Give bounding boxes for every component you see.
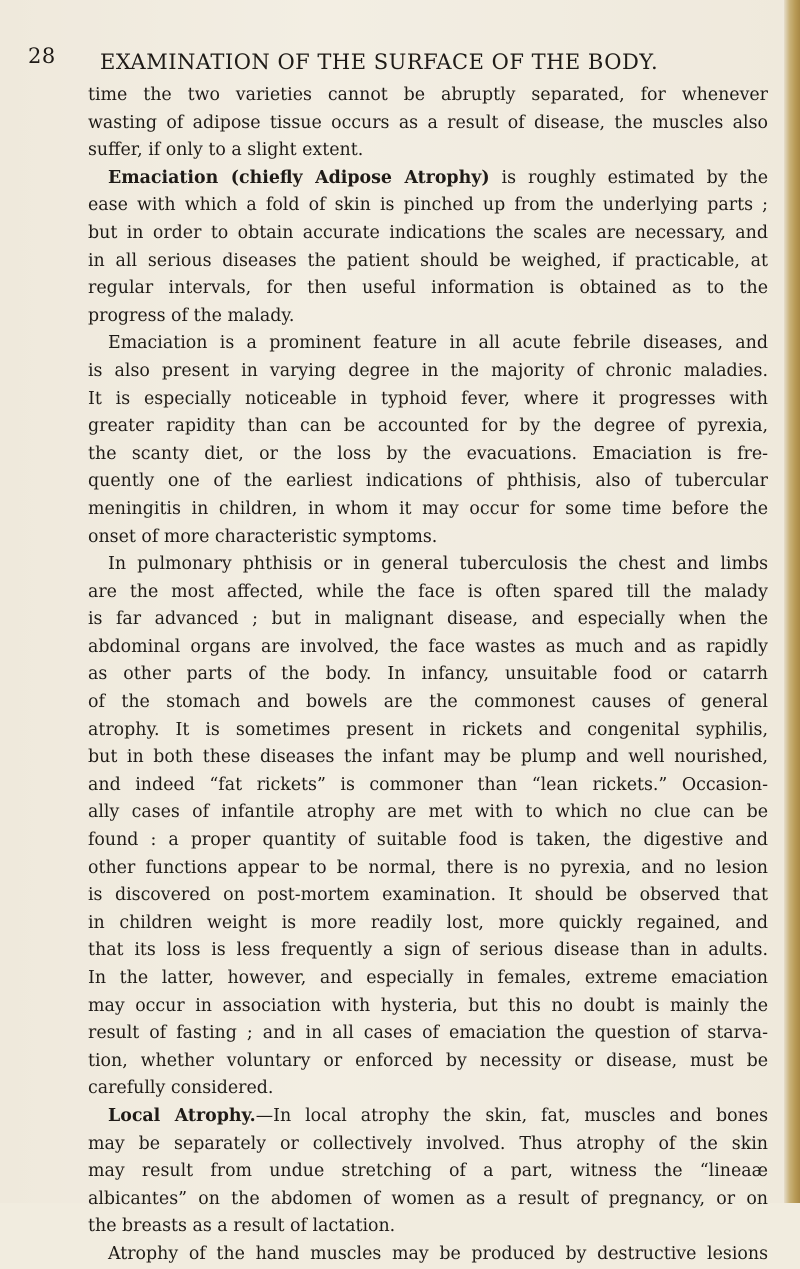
text-line: onset of more characteristic symptoms. (88, 526, 438, 547)
text-line: abdominal organs are involved, the face wastes as much and as rapidly (88, 636, 768, 657)
text-line: time the two varieties cannot be abruptly separated, for whenever (88, 85, 768, 105)
section-heading-line: Local Atrophy.—In local atrophy the skin, fat, muscles and bones (108, 1105, 769, 1126)
text-line: is far advanced ; but in malignant disease, and especially when the (88, 609, 768, 630)
text-line: other functions appear to be normal, there is no pyrexia, and no lesion (88, 857, 768, 878)
text-line: and indeed “fat rickets” is commoner than “lean rickets.” Occasion- (88, 774, 768, 795)
text-line: as other parts of the body. In infancy, unsuitable food or catarrh (88, 664, 768, 685)
text-line: may occur in association with hysteria, but this no doubt is mainly the (88, 995, 768, 1016)
text-line: may be separately or collectively involved. Thus atrophy of the skin (88, 1133, 768, 1154)
text-line: regular intervals, for then useful information is obtained as to the (88, 278, 768, 299)
text-line: progress of the malady. (88, 305, 295, 326)
text-line: ally cases of infantile atrophy are met with to which no clue can be (88, 802, 768, 823)
page-number: 28 (28, 44, 56, 68)
text-line: of the stomach and bowels are the commonest causes of general (88, 692, 768, 713)
text-line: wasting of adipose tissue occurs as a result of disease, the muscles also (88, 112, 768, 133)
text-line: are the most affected, while the face is often spared till the malady (88, 581, 768, 602)
text-line: found : a proper quantity of suitable food is taken, the digestive and (88, 830, 768, 851)
text-line: Atrophy of the hand muscles may be produced by destructive lesions (108, 1243, 768, 1264)
text-line: In pulmonary phthisis or in general tuberculosis the chest and limbs (108, 554, 768, 575)
text-line: that its loss is less frequently a sign of serious disease than in adults. (88, 940, 768, 961)
text-line: carefully considered. (88, 1078, 274, 1099)
running-head (28, 44, 768, 78)
page-binding-edge (784, 0, 800, 1203)
text-line: may result from undue stretching of a part, witness the “lineaæ (88, 1161, 768, 1182)
text-line: It is especially noticeable in typhoid fever, where it progresses with (88, 388, 768, 409)
section-heading: Emaciation (chiefly Adipose Atrophy) (108, 167, 490, 188)
text-line: meningitis in children, in whom it may occur for some time before the (88, 498, 768, 519)
text-line: but in both these diseases the infant may be plump and well nourished, (88, 747, 768, 768)
section-heading: Local Atrophy. (108, 1105, 256, 1126)
text-line: suffer, if only to a slight extent. (88, 140, 364, 161)
text-line: tion, whether voluntary or enforced by necessity or disease, must be (88, 1050, 768, 1071)
text-line: quently one of the earliest indications of phthisis, also of tubercular (88, 471, 768, 492)
text-line: in all serious diseases the patient should be weighed, if practicable, at (88, 250, 768, 271)
text-line: albicantes” on the abdomen of women as a result of pregnancy, or on (88, 1188, 768, 1209)
text-line: is discovered on post-mortem examination. It should be observed that (88, 885, 768, 906)
text-line: the scanty diet, or the loss by the evacuations. Emaciation is fre- (88, 443, 768, 464)
text-line: ease with which a fold of skin is pinched up from the underlying parts ; (88, 195, 768, 216)
section-heading-line: Emaciation (chiefly Adipose Atrophy) is roughly estimated by the (108, 167, 768, 188)
text-line: is also present in varying degree in the majority of chronic maladies. (88, 360, 768, 381)
text-line: but in order to obtain accurate indications the scales are necessary, and (88, 222, 768, 243)
text-line: the breasts as a result of lactation. (88, 1216, 396, 1237)
text-line: Emaciation is a prominent feature in all acute febrile diseases, and (108, 333, 768, 354)
text-line: result of fasting ; and in all cases of emaciation the question of starva- (88, 1023, 768, 1044)
text-line: atrophy. It is sometimes present in rickets and congenital syphilis, (88, 719, 768, 740)
page-header-title: EXAMINATION OF THE SURFACE OF THE BODY. (100, 50, 659, 74)
body-text (88, 82, 768, 1269)
text-line: In the latter, however, and especially in females, extreme emaciation (88, 968, 768, 988)
text-line: greater rapidity than can be accounted for by the degree of pyrexia, (88, 416, 768, 437)
text-line: in children weight is more readily lost, more quickly regained, and (88, 912, 768, 933)
